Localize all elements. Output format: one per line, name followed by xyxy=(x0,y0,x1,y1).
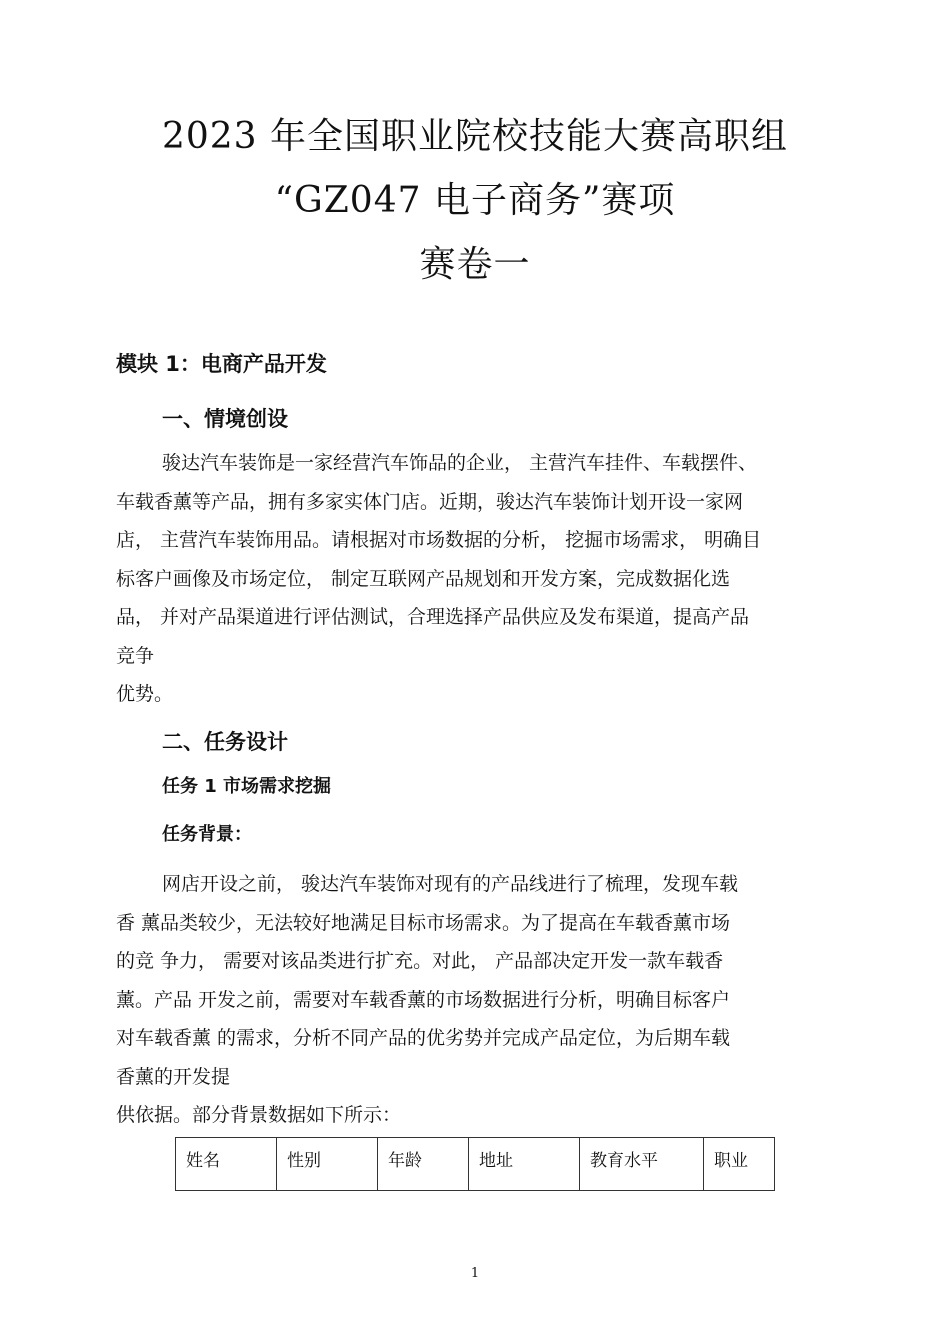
title-line-3: 赛卷一 xyxy=(419,244,531,285)
paragraph-line: 骏达汽车装饰是一家经营汽车饰品的企业， 主营汽车挂件、车载摆件、 xyxy=(162,452,758,474)
section-heading-task-design: 二、任务设计 xyxy=(162,730,288,754)
scenario-paragraph xyxy=(116,444,856,714)
paragraph-line: 竞争 xyxy=(116,644,155,667)
column-header-age: 年龄 xyxy=(378,1138,469,1191)
paragraph-line: 的竞 争力， 需要对该品类进行扩充。对此， 产品部决定开发一款车载香 xyxy=(116,950,724,972)
paragraph-line: 对车载香薰 的需求，分析不同产品的优劣势并完成产品定位，为后期车载 xyxy=(116,1027,731,1049)
task-heading: 任务 1 市场需求挖掘 xyxy=(162,776,332,797)
paragraph-line: 标客户画像及市场定位， 制定互联网产品规划和开发方案，完成数据化选 xyxy=(116,567,731,590)
paragraph-line: 薰。产品 开发之前，需要对车载香薰的市场数据进行分析，明确目标客户 xyxy=(116,988,731,1011)
section-heading-scenario: 一、情境创设 xyxy=(162,407,288,431)
column-header-name: 姓名 xyxy=(176,1138,277,1191)
column-header-gender: 性别 xyxy=(277,1138,378,1191)
table-header-row xyxy=(176,1138,775,1191)
page-number: 1 xyxy=(470,1266,480,1281)
paragraph-line: 香 薰品类较少，无法较好地满足目标市场需求。为了提高在车载香薰市场 xyxy=(116,911,731,934)
title-line-2: “GZ047 电子商务”赛项 xyxy=(274,180,676,221)
task-background-heading: 任务背景： xyxy=(162,824,252,845)
module-heading: 模块 1：电商产品开发 xyxy=(116,352,327,376)
paragraph-line: 优势。 xyxy=(116,683,174,705)
paragraph-line: 车载香薰等产品，拥有多家实体门店。近期，骏达汽车装饰计划开设一家网 xyxy=(116,490,744,513)
task-background-paragraph xyxy=(116,865,856,1135)
paragraph-line: 店， 主营汽车装饰用品。请根据对市场数据的分析， 挖掘市场需求， 明确目 xyxy=(116,529,762,551)
paragraph-line: 供依据。部分背景数据如下所示： xyxy=(116,1104,402,1126)
background-data-table xyxy=(175,1137,775,1191)
column-header-address: 地址 xyxy=(469,1138,580,1191)
paragraph-line: 香薰的开发提 xyxy=(116,1065,231,1088)
title-line-1: 2023 年全国职业院校技能大赛高职组 xyxy=(161,116,789,157)
column-header-education: 教育水平 xyxy=(580,1138,704,1191)
paragraph-line: 品， 并对产品渠道进行评估测试，合理选择产品供应及发布渠道，提高产品 xyxy=(116,606,750,628)
column-header-occupation: 职业 xyxy=(704,1138,775,1191)
paragraph-line: 网店开设之前， 骏达汽车装饰对现有的产品线进行了梳理，发现车载 xyxy=(162,873,739,895)
